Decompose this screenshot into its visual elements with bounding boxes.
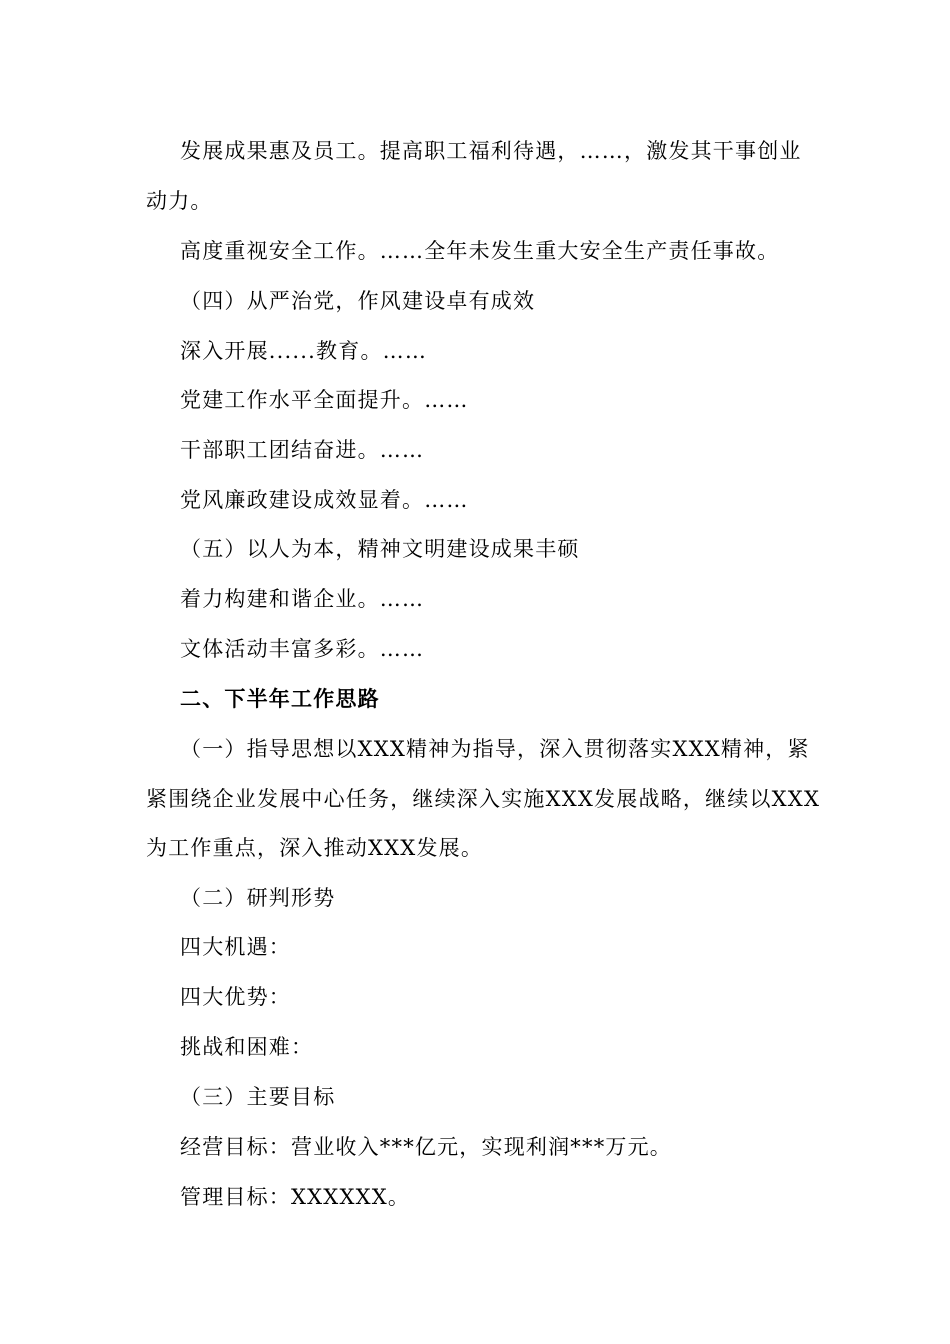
heading-goals: （三）主要目标	[180, 1085, 336, 1109]
paragraph-party-building: 党建工作水平全面提升。……	[180, 388, 469, 412]
paragraph-culture: 文体活动丰富多彩。……	[180, 637, 425, 661]
paragraph-welfare-line1: 发展成果惠及员工。提高职工福利待遇，……，激发其干事创业	[180, 139, 802, 163]
guiding-thought-line2: 紧围绕企业发展中心任务，继续深入实施XXX发展战略，继续以XXX	[146, 787, 821, 811]
list-opportunities: 四大机遇：	[180, 935, 291, 959]
heading-five: （五）以人为本，精神文明建设成果丰硕	[180, 537, 580, 561]
paragraph-integrity: 党风廉政建设成效显着。……	[180, 488, 469, 512]
paragraph-harmony: 着力构建和谐企业。……	[180, 587, 425, 611]
paragraph-education: 深入开展......教育。……	[180, 339, 428, 363]
goal-business: 经营目标：营业收入***亿元，实现利润***万元。	[180, 1135, 672, 1159]
guiding-thought-line3: 为工作重点，深入推动XXX发展。	[146, 836, 484, 860]
heading-situation: （二）研判形势	[180, 886, 336, 910]
list-advantages: 四大优势：	[180, 985, 291, 1009]
list-challenges: 挑战和困难：	[180, 1035, 314, 1059]
paragraph-welfare-line2: 动力。	[146, 189, 213, 213]
guiding-thought-line1: （一）指导思想以XXX精神为指导，深入贯彻落实XXX精神，紧	[180, 737, 810, 761]
paragraph-unity: 干部职工团结奋进。……	[180, 438, 425, 462]
goal-management: 管理目标：XXXXXX。	[180, 1185, 411, 1209]
paragraph-safety: 高度重视安全工作。……全年未发生重大安全生产责任事故。	[180, 239, 780, 263]
heading-four: （四）从严治党，作风建设卓有成效	[180, 289, 536, 313]
section-heading-two: 二、下半年工作思路	[180, 686, 380, 711]
